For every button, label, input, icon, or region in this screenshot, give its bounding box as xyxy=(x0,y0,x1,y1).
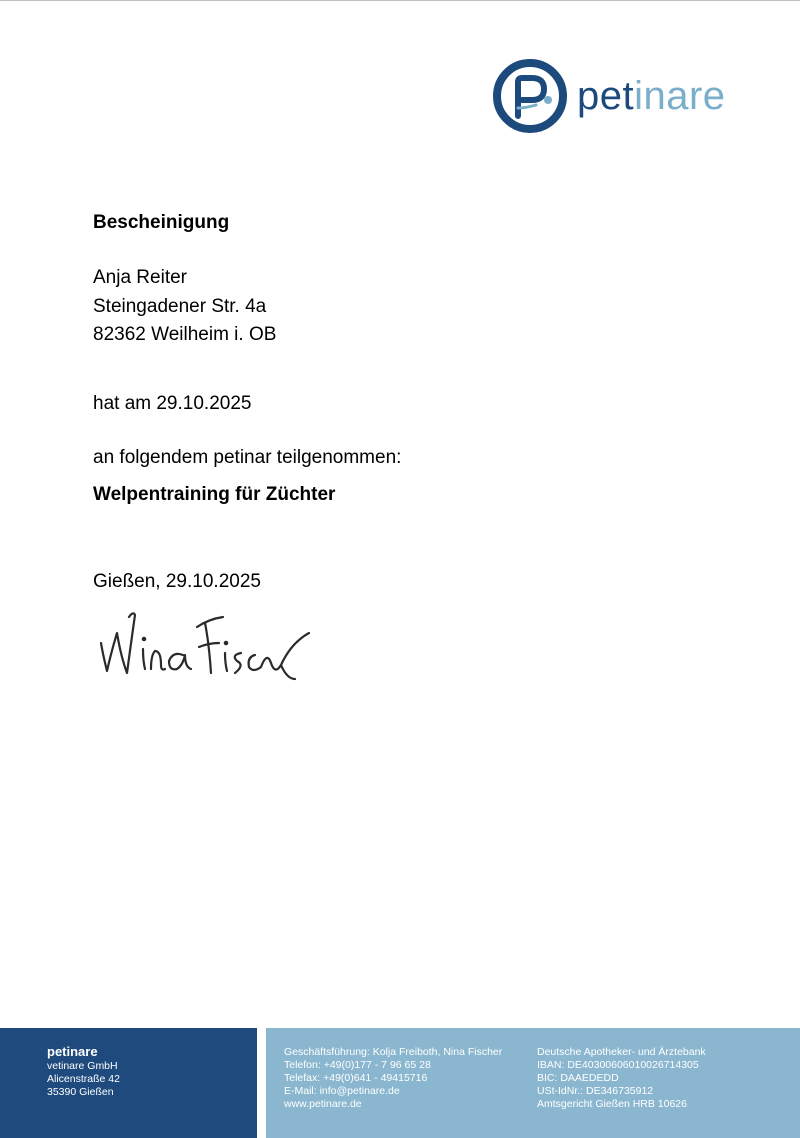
logo-wordmark xyxy=(577,72,726,120)
footer-bank-name: Deutsche Apotheker- und Ärztebank xyxy=(537,1046,706,1058)
handwritten-signature xyxy=(95,603,325,693)
recipient-city: 82362 Weilheim i. OB xyxy=(93,324,277,345)
footer-bank-info xyxy=(537,1046,706,1111)
top-border xyxy=(0,0,800,1)
footer-company-name: vetinare GmbH xyxy=(47,1060,118,1072)
footer-company-panel xyxy=(0,1028,257,1138)
footer-info-panel xyxy=(266,1028,800,1138)
footer xyxy=(0,1028,800,1138)
footer-divider xyxy=(257,1028,266,1138)
logo-text-pet: pet xyxy=(577,74,635,118)
recipient-name: Anja Reiter xyxy=(93,267,187,288)
footer-contact-info xyxy=(284,1046,502,1111)
petinare-logo-icon xyxy=(492,58,568,134)
document-title: Bescheinigung xyxy=(93,212,230,233)
footer-company-street: Alicenstraße 42 xyxy=(47,1073,120,1085)
participation-line: an folgendem petinar teilgenommen: xyxy=(93,447,402,468)
footer-bic: BIC: DAAEDEDD xyxy=(537,1072,619,1084)
place-date: Gießen, 29.10.2025 xyxy=(93,571,261,592)
recipient-street: Steingadener Str. 4a xyxy=(93,296,267,317)
logo-text-inare: inare xyxy=(634,74,726,118)
footer-company-city: 35390 Gießen xyxy=(47,1086,114,1098)
footer-management: Geschäftsführung: Kolja Freiboth, Nina Fischer xyxy=(284,1046,503,1058)
petinare-logo xyxy=(492,58,752,134)
footer-company-info xyxy=(47,1044,120,1099)
footer-email: E-Mail: info@petinare.de xyxy=(284,1085,400,1097)
date-line: hat am 29.10.2025 xyxy=(93,393,252,414)
course-title: Welpentraining für Züchter xyxy=(93,484,336,505)
footer-website: www.petinare.de xyxy=(284,1098,362,1110)
footer-vat-id: USt-IdNr.: DE346735912 xyxy=(537,1085,654,1097)
footer-fax: Telefax: +49(0)641 - 49415716 xyxy=(284,1072,428,1084)
footer-iban: IBAN: DE40300606010026714305 xyxy=(537,1059,699,1071)
footer-phone: Telefon: +49(0)177 - 7 96 65 28 xyxy=(284,1059,431,1071)
footer-brand: petinare xyxy=(47,1044,98,1059)
footer-register: Amtsgericht Gießen HRB 10626 xyxy=(537,1098,687,1110)
